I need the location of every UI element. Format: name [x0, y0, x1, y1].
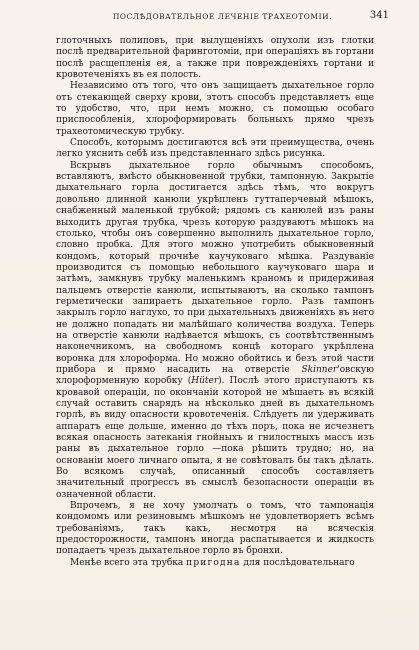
- paragraph-3: Способъ, которымъ достигаются всѣ эти преимущества, очень легко уяснить себѣ изъ представленнаго здѣсь рисунка.: [56, 138, 374, 160]
- paragraph-1: глоточныхъ полиповъ, при вылущеніяхъ опухоли изъ глотки послѣ предварительной фаринготоміи, при операціяхъ въ гортани послѣ расщепленія ея, а также при поврежденіяхъ гортани и кровотеченіяхъ въ ея полость.: [56, 36, 374, 81]
- paragraph-2: Независимо отъ того, что онъ защищаетъ дыхательное горло отъ стекающей сверху крови, этотъ способъ представляетъ еще то удобство, что, при немъ можно, съ помощью особаго приспособленія, хлороформировать больныхъ прямо чрезъ трахеотомическую трубку.: [56, 81, 374, 137]
- author-name-huter: Hüter: [191, 376, 219, 387]
- author-name-skinner: Skinner: [301, 364, 338, 375]
- body-text: [56, 36, 374, 569]
- page-number: 341: [369, 10, 389, 21]
- emphasized-word: пригодна: [186, 557, 241, 568]
- paragraph-5: Впрочемъ, я не хочу умолчать о томъ, что тампонація кондомомъ или резиновымъ мѣшкомъ не удовлетворяетъ всѣмъ требованіямъ, такъ какъ, несмотря на всяческія предосторожности, тампонъ иногда распатывается и жидкость попадаетъ чрезъ дыхательное горло въ бронхи.: [56, 501, 374, 557]
- paragraph-6: Менѣе всего эта трубка пригодна для послѣдовательнаго: [70, 557, 355, 568]
- running-head: [56, 12, 389, 26]
- paragraph-4: Вскрывъ дыхательное горло обычнымъ способомъ, вставляютъ, вмѣсто обыкновенной трубки, тампонную. Закрытіе дыхательнаго горла достигается здѣсь тѣмъ, что вокругъ довольно длинной канюли укрѣпленъ гуттаперчевый мѣшокъ, снабженный маленькой трубкой; рядомъ съ канюлей изъ раны выходитъ другая трубка, чрезъ которую раздуваютъ мѣшокъ на столько, чтобы онъ совершенно выполнилъ дыхательное горло, словно пробка. Для этого можно употребить обыкновенный кондомъ, который прочнѣе каучуковаго мѣшка. Раздуваніе производится съ помощью небольшого каучуковаго шара и затѣмъ, замкнувъ трубку маленькимъ краномъ и придерживая пальцемъ отверстіе канюли, испытываютъ, на сколько тампонъ герметически запираетъ дыхательное горло. Разъ тампонъ закрылъ горло наглухо, то при дыхательныхъ движеніяхъ въ него не должно попадать ни малѣйшаго количества воздуха. Теперь на отверстіе канюли надѣвается мѣшокъ, съ соотвѣтственнымъ наконечникомъ, на свободномъ концѣ котораго укрѣплена воронка для хлороформа. Но можно обойтись и безъ этой части прибора и прямо насадить на отверстіе Skinner'овскую хлороформенную коробку (Hüter). Послѣ этого приступаютъ къ кровавой операціи, по окончаніи которой не мѣшаетъ въ всякій случай оставить снарядъ на нѣсколько дней въ дыхательномъ горлѣ, въ виду опасности кровотеченія. Слѣдуетъ ли удерживать аппаратъ еще дольше, именно до тѣхъ поръ, пока не исчезнетъ всякая опасность затеканія гнойныхъ и гнилостныхъ массъ изъ раны въ дыхательное горло —пока рѣшить трудно; но, на основаніи моего личнаго опыта, я не совѣтовалъ бы такъ дѣлать. Во всякомъ случаѣ, описанный способъ составляетъ значительный прогрессъ въ смыслѣ безопасности операціи въ означенной области.: [56, 160, 375, 500]
- running-title: ПОСЛѢДОВАТЕЛЬНОЕ ЛЕЧЕНІЕ ТРАХЕОТОМІИ.: [112, 12, 333, 21]
